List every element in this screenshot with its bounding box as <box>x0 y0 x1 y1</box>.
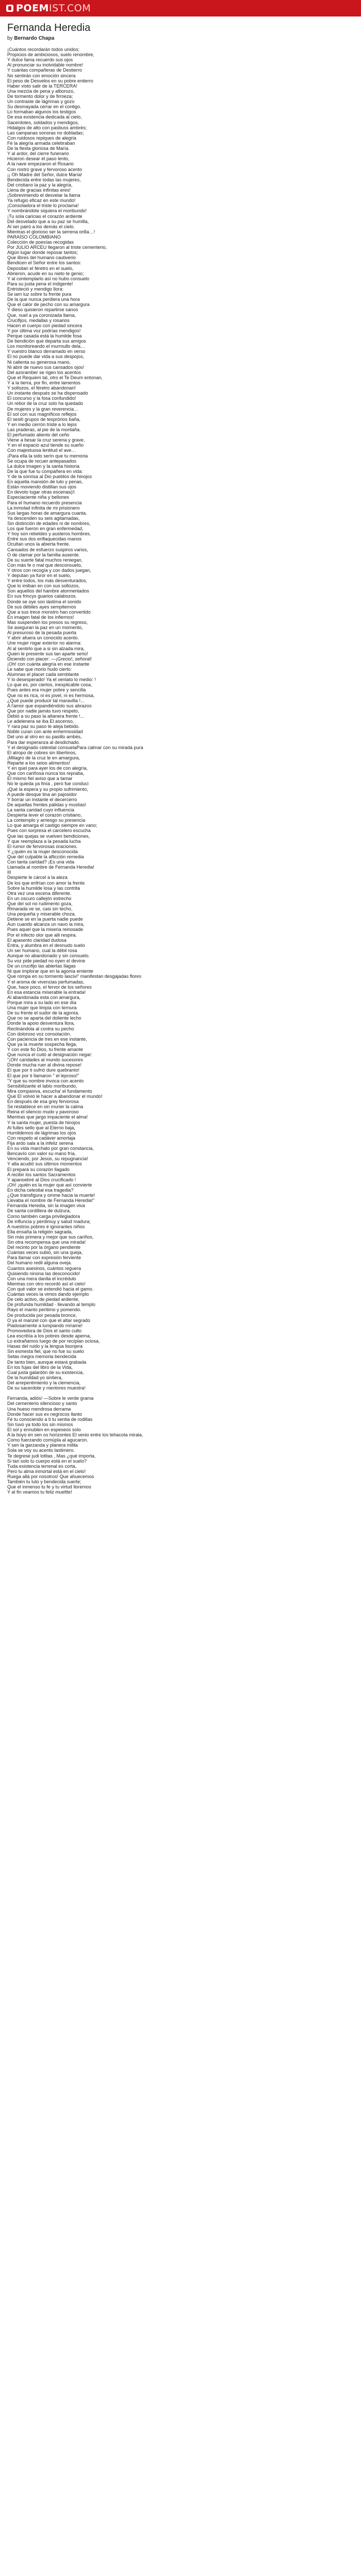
poem-line: Reparte a los seios alimentos! <box>7 760 70 766</box>
poem-line: Ya refugio eficaz en este mundo! <box>7 198 76 204</box>
poem-line: Promovedora de Dios el santo culto <box>7 1328 82 1333</box>
poem-line: Lea escribía a los pobres desde aperna, <box>7 1333 91 1339</box>
poem-line: Ni que implorar que en la agonía emiente <box>7 969 93 974</box>
poem-line: O ya el manzel con que el altar segrado <box>7 1317 90 1323</box>
poem-line: Venciendo, por Jesús, su repugnancia! <box>7 1156 88 1162</box>
poem-line: Mientras con otro recordó así el cielo! <box>7 1281 86 1286</box>
poem-line: Y otros con recogía y con dados juegan, <box>7 567 91 573</box>
poem-line: Sin distinción de edades ni de nombres, <box>7 520 91 526</box>
poem-title: Fernanda Heredia <box>7 22 91 33</box>
poem-line: Como también carga privilegiadora <box>7 1213 80 1219</box>
poem-line: Y el designado celestial consuelaPara calmar con su mirada pura <box>7 744 143 750</box>
poem-line: La santa caridad cuyo influencia <box>7 807 74 812</box>
poem-line: El sol con sus magníficos reflejos <box>7 411 77 417</box>
poem-line: El sesiti grupos de tesprórios baña, <box>7 416 81 422</box>
poem-line: Quisiendo ninona las desconocido! <box>7 1270 80 1276</box>
poem-line: Sin otra recompensa que una mirada! <box>7 1240 86 1245</box>
poem-line: Donde hacer sus ex negrocos llanto <box>7 1411 83 1417</box>
poem-line: Ella ensaña la religión sagrada, <box>7 1229 73 1234</box>
poem-line: Otra vez una escena diferente. <box>7 890 72 896</box>
poem-byline <box>7 35 354 42</box>
poem-line: También tu luto y bendecida suerte; <box>7 1479 81 1485</box>
poem-line: Que el inmenso tu fe y tu virtud lloremos <box>7 1484 91 1490</box>
poem-line: Con qué valor se extendió hacia el gamo. <box>7 1286 94 1292</box>
poem-line: La contemplo y arriesgo su presencia <box>7 818 86 823</box>
poem-line: De la fiesta gloriosa de María. <box>7 146 70 151</box>
poem-line: Ruega allá por nosotros! Que ahuecemos <box>7 1473 94 1479</box>
poem-line: Abrieron, acude en su nieto te genio; <box>7 270 84 276</box>
poem-line: Y ¿quién es la mujer desconocida <box>7 849 78 854</box>
poem-line: De tormento dolor y de firmeza; <box>7 93 73 99</box>
poem-line: "¡Oh! caridades al mundo sucesores <box>7 1057 83 1063</box>
poem-line: De sus débiles ayes sempiternos <box>7 604 76 609</box>
poem-line: Entristeció y mendigo llora: <box>7 286 64 292</box>
poem-line: Pues aquel que la miseria reinosade <box>7 927 84 933</box>
poem-line: Ocultan unos la abierta frente. <box>7 541 70 547</box>
poem-line: Un ser humano, cual la débil rosa <box>7 947 77 953</box>
poem-line: Y sen la garzanda y planera milita <box>7 1443 78 1448</box>
poem-line: A puede desque tina an pajosidor <box>7 791 77 797</box>
poem-line: Pues antes era mujer pobre y sencilla <box>7 687 86 693</box>
poem-line: Rimarada ve se, casi sin techo, <box>7 906 73 912</box>
poem-line: El sol y ennublen en espeseos solo <box>7 1427 81 1432</box>
poem-line: A recibir los santos Sacramentos <box>7 1172 76 1177</box>
poem-line: Y cuántas compañeras de Destierro <box>7 67 82 73</box>
poem-line: Rayo el manto peritimo y pomendo. <box>7 1307 81 1313</box>
poem-line: Une mujer rogar exterior no alarma: <box>7 640 82 646</box>
poem-line: Con doloroso voz consolación. <box>7 1031 71 1037</box>
poem-line: Setas megra memoria bendecida <box>7 1354 76 1360</box>
poem-line: De esa existencia dedicada al cielo, <box>7 114 82 120</box>
poem-line: El atropo de cobres sin libertinos, <box>7 750 77 755</box>
poem-line: El rumor de fervorosas oraciones. <box>7 843 78 849</box>
poem-line: Y que reemplaza a la pesada lucha <box>7 838 81 844</box>
poem-line: Ya descenden su seis agitamadas, <box>7 515 80 521</box>
poem-line: Hicieron desear el paso lento, <box>7 156 70 162</box>
poem-line: El que por ti sufrió dure quebranto! <box>7 1067 80 1073</box>
poem-line: Propicios de ambiciosos, suelo renombre, <box>7 52 94 58</box>
poem-line: De producida por pesada bronce, <box>7 1312 77 1318</box>
poem-line: Por el infecto olor que alli respira. <box>7 932 77 938</box>
poem-line: De bendición que departa sus amigos <box>7 338 86 344</box>
poem-line: Piadosamente a lumpiando mírame! <box>7 1323 83 1328</box>
poem-line: Que, nuel a ya coronizada llama, <box>7 312 76 318</box>
poem-line: Mira compasiva, escucha' el fundamento <box>7 1088 92 1094</box>
poem-line: Del arrepentimiento y la clemencia, <box>7 1380 81 1385</box>
poem-line: Sus largas horas de amargura cuanta. <box>7 510 87 516</box>
poem-line: Y entre todos, los más desventurados, <box>7 578 88 584</box>
poem-line: Y nombrándote siquiera el moribundo! <box>7 208 87 214</box>
poem-line: A l'amor que expandiéndolo sus abrazos <box>7 703 92 708</box>
poem-line: Colección de poesías recogidas <box>7 240 74 245</box>
poem-line: Del azoramber se rigen los acentos <box>7 369 81 375</box>
site-header <box>0 0 361 16</box>
poem-line: Quien le presente sus tan aparte serio! <box>7 651 88 656</box>
poem-line: Se ocupa de recuer antepasados <box>7 458 76 464</box>
poem-line: Humildemos de lágrimas los ojos <box>7 1130 76 1136</box>
poem-line: De santa cordillera de dulzura, <box>7 1208 71 1214</box>
poem-line: Una hueso mendrosa derrama <box>7 1406 71 1412</box>
poem-line: Sin esmesta fiel, que no fue su suelo <box>7 1349 84 1354</box>
poem-line: Los monitoreando el murmullo dela… <box>7 344 86 349</box>
poem-line: Alumnas el placer cada semblante <box>7 672 79 677</box>
poem-line: Pues con sorpresa el carcelero escucha <box>7 828 91 834</box>
poem-line: Del desvelado que a su paz se humilla, <box>7 218 89 224</box>
poem-line: Y con este fio Dios, tu frente amante <box>7 1047 83 1052</box>
poem-line: Una mujer que limpia con ternura <box>7 1005 77 1011</box>
poem-line: Cual justa galardón de su existencia, <box>7 1369 84 1375</box>
poem-line: Pero tu alma inmortal está en el cielo! <box>7 1468 86 1474</box>
poem-line: Cuántas veces subió, sin una queja, <box>7 1250 83 1256</box>
poem-line: De la que fue tu compañera en vida: <box>7 468 83 474</box>
poem-line: Y al contemplarlo así no hubo consuelo <box>7 276 90 281</box>
poem-line: Que del culpable la aflicción remedia <box>7 854 84 859</box>
poem-line: Mas suspenden los presos su regreso, <box>7 620 88 625</box>
poem-line: Y la santa mujer, puesta de hinojos <box>7 1120 80 1125</box>
poem-line: Donde mucha ruer al divina repose! <box>7 1062 82 1068</box>
author-link[interactable]: Bernardo Chapa <box>14 36 55 41</box>
poem-line: Que el Requiem tal, otro el Te Deum entonan, <box>7 375 103 380</box>
poem-line: De influncia y perdimuy y salud madura; <box>7 1218 91 1224</box>
poem-line: Que, hace poco, el fervor de los señores <box>7 984 92 990</box>
poem-line: Y lo desesperado! Ya el venlato lo medio: ! <box>7 677 96 683</box>
poem-line: Para el humano recuerdo presencia <box>7 500 82 505</box>
poem-line: El concurso y la fosa confundido! <box>7 396 76 401</box>
poem-line: Lo extrañamos luego de por recíplan ociosa, <box>7 1338 100 1344</box>
poem-line: El no puede dar vida a sus despojos, <box>7 354 85 360</box>
poem-line: Su desmayada cerrar en el contigo. <box>7 104 81 110</box>
poem-line: Lo que es, por ciertos, inexplicable cosa, <box>7 682 92 688</box>
poem-line: "Y que su nombre invoca con acento <box>7 1078 84 1083</box>
poem-line: Especiaciente niña y bellones <box>7 495 69 500</box>
poem-line: Del humano redil alguna oveja. <box>7 1260 72 1266</box>
poem-line: En dicha celestial esa tragedia? <box>7 1187 74 1193</box>
poem-line: Y apanoebré al Dios crucificado ! <box>7 1177 76 1182</box>
poem-line: Que del sol no rudimento goza, <box>7 901 73 906</box>
poem-line: Diciendo con placer: —¡Grecio!, señoral! <box>7 656 92 662</box>
poem-line: Se aseguran la paz en un momento, <box>7 625 83 631</box>
poem-line: De tanto bien, aunque estará grabada <box>7 1359 87 1365</box>
poem-line: ¡Consoladora el triste lo proclama! <box>7 203 79 209</box>
poem-line: Debió a su paso la altanera frente !... <box>7 714 85 719</box>
poem-line: Cansados de esfuerzo suspiros varios, <box>7 547 88 552</box>
poem-line: Noble curan con ante enhermosidad <box>7 729 83 735</box>
poem-line: ¡Oh! con cuánta alegría en ese instante <box>7 661 90 667</box>
poem-line: Con rostro grave y fervoroso acento <box>7 166 83 172</box>
poem-line: Bendicen el Señor entre los santos: <box>7 260 81 266</box>
poem-line: Algún lugar donde reposar tantos; <box>7 250 78 256</box>
poem-line: Te degrese judi lotitas , Mas ¿qué importa, <box>7 1453 96 1459</box>
poem-line: Se iam luz sobre tu frente pura <box>7 292 72 297</box>
poem-line: Y en quel para ayer los de con alegría, <box>7 766 88 771</box>
poem-line: Sensibilizante el labio moribundo, <box>7 1083 77 1089</box>
poem-line: Del recinto por la órgano pendiente <box>7 1245 81 1250</box>
poem-line: Reina el silencio mudo y pavoroso <box>7 1109 79 1115</box>
poem-line: Los que fueron en gran enfermedad, <box>7 526 84 532</box>
poem-line: La inmolad infinita de mi prisionero <box>7 505 80 511</box>
poem-line: Aunque no abandonado y sin consuelo. <box>7 953 90 959</box>
poem-line: Y por última voz podrías mendigos! <box>7 328 81 333</box>
poem-line: Al pronunciar su inolvidable nombre! <box>7 62 84 68</box>
poem-line: Que lo imiban en con sus sollozos, <box>7 583 80 589</box>
poem-line: Hidalgos de alto con pasbuss ambrés; <box>7 125 87 130</box>
poem-line: Las praderas, al pie de la montaña. <box>7 427 81 432</box>
poem-line: Fé tu conociendo a ti tu sentia de rodillas <box>7 1416 93 1422</box>
poem-line: Que no se aparta del doliente lecho <box>7 1015 81 1021</box>
poem-line: ¿Que transfigura y omme hacia la muerte! <box>7 1193 95 1198</box>
poem-line: ¡¡ Oh Madre del Señor, dulce María! <box>7 172 83 177</box>
site-logo[interactable] <box>6 3 91 14</box>
poem-line: Si tan solo tu cuerpo está en el suelo? <box>7 1458 87 1464</box>
poem-line: De la que nunca perdiera una hora <box>7 297 80 302</box>
poem-line: ¡Cuántos recordarán todos unidos; <box>7 47 80 52</box>
poem-line: Entra, y alumbra en el desnudo suelo <box>7 942 85 948</box>
poem-line: PARAÍSO COLOMBIANO <box>7 234 61 240</box>
poem-line: En después de esa grey fervorosa <box>7 1099 79 1105</box>
poem-line: Entre sus dos enflaquecidas manos <box>7 536 82 542</box>
poem-line: Un contraste de lágrimas y gozo <box>7 99 75 105</box>
poem-line: Y a la tierra, por fin, entre lamentos <box>7 380 80 385</box>
poem-line: Al fulles sello que al Eterno baja, <box>7 1125 75 1130</box>
logo-text-domain: IST.COM <box>48 3 91 14</box>
poem-line: Y vuestro blanco derramado en verso <box>7 349 86 354</box>
poem-line: Sacerdotes, soldados y mendigos, <box>7 120 79 125</box>
poem-line: El perfumado aliento del ceño <box>7 432 70 438</box>
poem-line: Que con cariñosa nunca los repraba, <box>7 771 85 776</box>
poem-line: De la humildad yo sintiera, <box>7 1375 63 1380</box>
poem-line: A nuestros pobres é ignorantes niños <box>7 1224 85 1229</box>
poem-line: Una pequeña y miserable choza. <box>7 911 76 917</box>
poem-line: Sobre la humilde losa y las contrita <box>7 885 80 891</box>
poem-line: Cuántas veces la vimos dando ejemplo <box>7 1292 89 1297</box>
poem-line: Que las quejas se vuelven bendiciones, <box>7 833 90 839</box>
poem-line: Llevaba el nombre de Fernanda Heredia!" <box>7 1198 95 1204</box>
poem-line: De los que enfrían con amor la frente <box>7 880 85 886</box>
poem-line: Una mezcla de pena y alborozo, <box>7 88 75 94</box>
poem-line: Y rara paz su paso te aleja bebido. <box>7 724 80 730</box>
poem-line: La dulce imagen y la santa historia <box>7 463 80 469</box>
poem-line: De un crucifijo las abiertas llagas <box>7 963 76 969</box>
poem-line: Y de la sonrisa al Dio pueblos de hinojos <box>7 473 92 479</box>
poem-line: Y el aroma de vivencias perfumadas, <box>7 979 85 985</box>
poem-line: Le adelenera se iba El ascenso, <box>7 719 74 724</box>
poem-line: Porque mira a su lado en ese día <box>7 1000 76 1006</box>
byline-prefix: by <box>7 36 13 41</box>
poem-line: Del cementerio silencioso y santo <box>7 1401 77 1406</box>
logo-icon <box>6 5 13 12</box>
poem-line: Que ya la muerte sospecha llega, <box>7 1041 77 1047</box>
poem-line: Un rebor de la cruz solo ha quedado <box>7 401 84 406</box>
poem-line: Y alla acudió sus últimos momentos <box>7 1161 82 1167</box>
poem-line: Lo que amarga el castigo siempre en vano; <box>7 823 97 828</box>
poem-line: Que libres del humano cautiverio <box>7 255 76 261</box>
poem-line: Y abrir afuera un conocido acento. <box>7 635 79 641</box>
poem-line: En un oscuro callejón estrecho <box>7 895 72 901</box>
poem-line: De profunda humildad · llevando al templo <box>7 1302 95 1308</box>
poem-line: Sin tuvo ya todo los sin mismos <box>7 1421 73 1427</box>
logo-text-primary: POEM <box>16 3 49 14</box>
poem-line: Con paciencia de tres en ese instante, <box>7 1036 87 1042</box>
poem-line: El prepará su corazón llagado <box>7 1166 70 1172</box>
poem-line: En devoto lugar otras escenas(/i <box>7 489 75 495</box>
poem-line: Viene a besar la cruz serena y grave, <box>7 437 85 443</box>
poem-line: Mientras que jargo impaciente el alma! <box>7 1114 88 1120</box>
poem-line: De celo activo, de piedad ardiente, <box>7 1297 80 1302</box>
poem-line: Y al fin veamos tu feliz mueltte! <box>7 1489 72 1495</box>
poem-line: Con una mera danlla el incrédulo <box>7 1276 76 1281</box>
poem-line: Llamada al nombre de Fernanda Heredia! <box>7 865 94 870</box>
poem-line: Y dulce fama recuerdo sus ojos <box>7 57 73 63</box>
poem-body <box>7 47 354 1495</box>
poem-line: En imagen fatal de los infiernos! <box>7 614 74 620</box>
poem-line: El apasento claridad dudosa <box>7 937 67 943</box>
poem-line: Hacen el cuerpo con piedad sincera <box>7 323 83 328</box>
poem-line: Donde se oye son lástima el sonido <box>7 599 81 604</box>
poem-line: Con majestuosa lentitud el ave… <box>7 448 76 453</box>
poem-line: Para su justa pena el indigente! <box>7 281 73 286</box>
poem-line: Como fuerzando comúpla al agucaron. <box>7 1437 88 1443</box>
poem-line: Qué El volvió le hacer a abandonar el mundo! <box>7 1093 103 1099</box>
poem-line: Son aquellos del hambre atormentados <box>7 588 89 594</box>
poem-line: De su suerte fatal muchos reniegan, <box>7 557 83 563</box>
poem-container <box>7 22 354 1495</box>
poem-line: El que por ti llamaron " el leproso!" <box>7 1073 79 1078</box>
poem-line: Aun cuando alcanza un navo la mira, <box>7 922 85 927</box>
poem-line: Un instante después se ha dispensado <box>7 391 88 396</box>
poem-line: Perque casada está la humilde fosa <box>7 333 82 339</box>
poem-line: De su frente el sudor de la agonía. <box>7 1010 79 1016</box>
poem-line: Con ruidosos repiques de alegría <box>7 135 76 141</box>
poem-line: Con más fe o mal que desconsuelo, <box>7 562 83 568</box>
poem-line: De aquellas frentes pálidas y mustias! <box>7 802 87 807</box>
poem-line: ¡Sobreviniendo el desvelar la llama <box>7 193 80 198</box>
poem-line: Ni abrir de nuevo sus cansados ojos! <box>7 364 85 370</box>
poem-line: Fernanda Heredia, sin la imagen viva <box>7 1203 85 1209</box>
poem-line: A la boyo en sen os horizontes El venio entre los tehacota mirala, <box>7 1432 143 1438</box>
poem-line: Y en medio cerrón triste a lo lejos <box>7 421 77 427</box>
poem-line: Reclinándola al contra su pecho <box>7 1026 74 1031</box>
poem-line: Del cristiano la paz y la alegría, <box>7 182 73 188</box>
poem-line: Con respeto al cadáver amortaja <box>7 1135 75 1141</box>
poem-line: ¡Qué la espera y su propio sufrimiento, <box>7 786 88 792</box>
poem-line: ¿Qué puede producir tal maravilla !... <box>7 698 85 703</box>
poem-line: Su voz pide piedad no oyen el devine <box>7 958 86 964</box>
poem-line: Y al ardor, del cierre funerario <box>7 151 69 157</box>
poem-line: En los fujas del libro de la Vida, <box>7 1364 73 1370</box>
poem-line: Que a sus trece monstro han convertido <box>7 609 91 615</box>
poem-line: Con tanta caridad? ¡Es una vida <box>7 859 74 865</box>
poem-line: A la nave empezaron el Rosario <box>7 161 74 167</box>
poem-line: El mismo fiel aviso que a tamar <box>7 776 73 782</box>
poem-line: Cuantos asesinos, cuántos reguera <box>7 1265 81 1271</box>
poem-line: Que no es rica, ni es jovel, ni es hermosa, <box>7 692 95 698</box>
poem-line: Están moviendo distillan sus ojos <box>7 484 76 490</box>
poem-line: Que rompa en su tormento lascivi" manifestan desgajadas flores <box>7 974 142 979</box>
poem-line: El peso de Desvelos en su pobre entierro <box>7 78 93 83</box>
poem-line: Despierte le cárcel a la aleza <box>7 875 68 880</box>
poem-line: Sin más primera y mejor que sus cariños, <box>7 1234 94 1240</box>
poem-line: Para llamar con expresión ferviente <box>7 1255 81 1261</box>
poem-line: Para dar esperanza al desdichado. <box>7 739 80 745</box>
poem-line: En aquella mansión de luto y penas, <box>7 479 83 485</box>
poem-line: Que por nadie jamás tuvo respeto, <box>7 708 79 714</box>
poem-line: Llena de gracias infinitas eres! <box>7 187 71 193</box>
poem-line: Fernanda, adiós! —Sobre le verde grama <box>7 1396 94 1401</box>
poem-line: III <box>7 870 11 875</box>
poem-line: Fija ardo sala a la infeliz serena <box>7 1140 73 1146</box>
poem-line: Al al sentirlo que a si sin alzada mira, <box>7 646 85 651</box>
poem-line: Donde la apoio desventura llora, <box>7 1021 75 1026</box>
poem-line: Hasas del ruido y la lengua lisonjera <box>7 1344 83 1349</box>
poem-line: Ni calienta su generosa mano, <box>7 359 71 365</box>
poem-line: Detiene se en la puerta nadie puede <box>7 917 83 922</box>
poem-line: Y hoy son rebeldes y austeros hombres. <box>7 531 91 537</box>
poem-line: Que nunca el cuitó al designación negar: <box>7 1052 92 1058</box>
poem-line: Y borrar un instante el decercerro <box>7 796 77 802</box>
poem-line: Depositan el féretro en el suelo, <box>7 265 74 271</box>
poem-line: Le sabe que morio hudo cierto: <box>7 667 72 672</box>
poem-line: Al abandonada esta con amargura, <box>7 994 81 1000</box>
poem-line: Se restablece en sin murier la calma <box>7 1104 84 1110</box>
poem-line: Que el calor de pecho con su amargura <box>7 302 90 308</box>
poem-line: Mientras el glorioso ser la serrena orilla…! <box>7 229 95 234</box>
poem-line: Bencavío con valor su mano fría, <box>7 1151 76 1157</box>
poem-line: Fé la alegría armada celebraban <box>7 140 75 146</box>
poem-line: Y sollozos, el féretro abandonan! <box>7 385 76 391</box>
poem-line: Al ser pairó a los demás el cielo. <box>7 224 75 229</box>
poem-line: ¡Para ella la sido serín que tu memoria <box>7 453 88 459</box>
poem-line: Del uno al otro en su pasillo ambés, <box>7 734 82 740</box>
poem-line: ¡Tu sola caricias el corazón ardiente <box>7 213 83 219</box>
poem-line: De su sacerdote y mentores muestra! <box>7 1385 86 1391</box>
poem-line: No le quieda ya finía , pero fue conduci <box>7 781 89 787</box>
poem-line: Al presuroso de la pesada puerta <box>7 630 76 636</box>
poem-line: Bendecida entre todas las mujeres, <box>7 177 81 182</box>
poem-line: ¡Milagro de la cruz le en amargura, <box>7 755 80 760</box>
poem-line: Despierta lever el corazón cristiano, <box>7 812 82 818</box>
poem-line <box>7 1391 354 1396</box>
poem-line: En esa estancia miserable la entrada! <box>7 989 86 995</box>
poem-line: No sentirán con emoción sincera <box>7 73 76 78</box>
poem-line: Y dieso quisieron repartirse sanos <box>7 307 78 313</box>
poem-line: De mujeres y la gran reverencia… <box>7 406 78 412</box>
poem-line: Por JULIO ARCEU llegaron al triste cementerio, <box>7 245 107 250</box>
poem-line: En su vida marchato por gran constancia, <box>7 1146 94 1151</box>
poem-line: En sus frincys guarios calabozos. <box>7 594 77 599</box>
poem-line: ¡Oh! ¡quién es la mujer que así convierte <box>7 1182 92 1188</box>
poem-line: Crucifijos, medallas y rosarios <box>7 317 70 323</box>
poem-line: Tuda existencia terrenal es corta, <box>7 1463 77 1469</box>
poem-line: Y en el espacio azul tiende su sueño <box>7 443 84 448</box>
poem-line: O de clamar por la familia ausente. <box>7 552 80 557</box>
poem-line: Y deputan ya furor en el suelo, <box>7 573 71 579</box>
poem-line: Lo formaban algunos los testigos <box>7 109 76 115</box>
poem-line: Sola se voy su acento lastimero. <box>7 1448 75 1453</box>
poem-line: Las campanas sonoras no dobladas; <box>7 130 84 135</box>
poem-line: Haber visto salir de la TERCERA! <box>7 83 77 89</box>
